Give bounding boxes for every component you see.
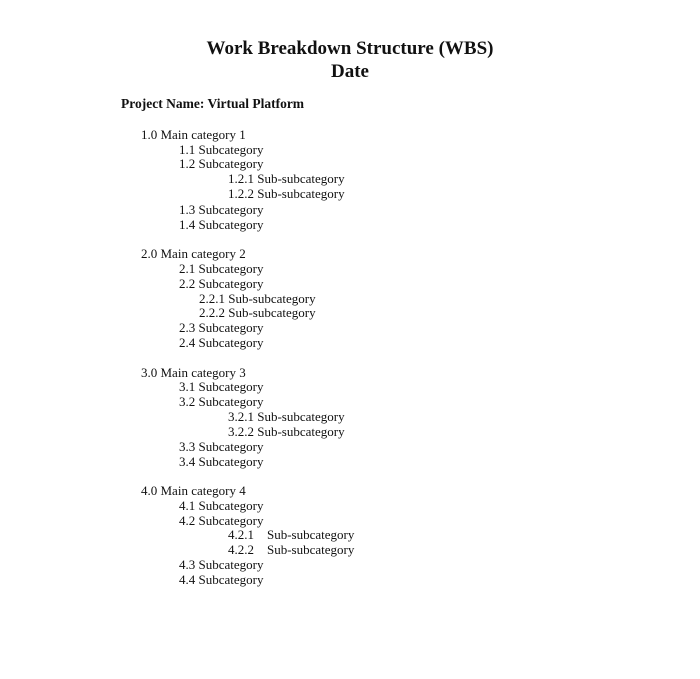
subcategory-1-3: 1.3 Subcategory: [179, 202, 264, 217]
document-title: Work Breakdown Structure (WBS): [206, 38, 494, 59]
subcategory-1-1: 1.1 Subcategory: [179, 142, 264, 157]
sub-subcategory-3-2-1: 3.2.1 Sub-subcategory: [228, 409, 345, 424]
subcategory-3-4: 3.4 Subcategory: [179, 454, 264, 469]
main-category-3: 3.0 Main category 3: [141, 365, 246, 380]
main-category-1: 1.0 Main category 1: [141, 127, 246, 142]
subcategory-2-1: 2.1 Subcategory: [179, 261, 264, 276]
subcategory-3-2: 3.2 Subcategory: [179, 394, 264, 409]
subcategory-1-4: 1.4 Subcategory: [179, 217, 264, 232]
sub-subcategory-4-2-1: 4.2.1 Sub-subcategory: [228, 527, 355, 542]
subcategory-4-3: 4.3 Subcategory: [179, 557, 264, 572]
subcategory-2-3: 2.3 Subcategory: [179, 320, 264, 335]
main-category-4: 4.0 Main category 4: [141, 483, 246, 498]
subcategory-4-2: 4.2 Subcategory: [179, 513, 264, 528]
subcategory-1-2: 1.2 Subcategory: [179, 156, 264, 171]
subcategory-2-4: 2.4 Subcategory: [179, 335, 264, 350]
project-name: Project Name: Virtual Platform: [121, 96, 305, 111]
sub-subcategory-2-2-1: 2.2.1 Sub-subcategory: [199, 291, 316, 306]
sub-subcategory-4-2-2: 4.2.2 Sub-subcategory: [228, 542, 355, 557]
subcategory-2-2: 2.2 Subcategory: [179, 276, 264, 291]
sub-subcategory-1-2-2: 1.2.2 Sub-subcategory: [228, 186, 345, 201]
sub-subcategory-3-2-2: 3.2.2 Sub-subcategory: [228, 424, 345, 439]
subcategory-3-1: 3.1 Subcategory: [179, 379, 264, 394]
subcategory-3-3: 3.3 Subcategory: [179, 439, 264, 454]
document-date: Date: [331, 61, 369, 82]
subcategory-4-4: 4.4 Subcategory: [179, 572, 264, 587]
sub-subcategory-1-2-1: 1.2.1 Sub-subcategory: [228, 171, 345, 186]
main-category-2: 2.0 Main category 2: [141, 246, 246, 261]
sub-subcategory-2-2-2: 2.2.2 Sub-subcategory: [199, 305, 316, 320]
subcategory-4-1: 4.1 Subcategory: [179, 498, 264, 513]
